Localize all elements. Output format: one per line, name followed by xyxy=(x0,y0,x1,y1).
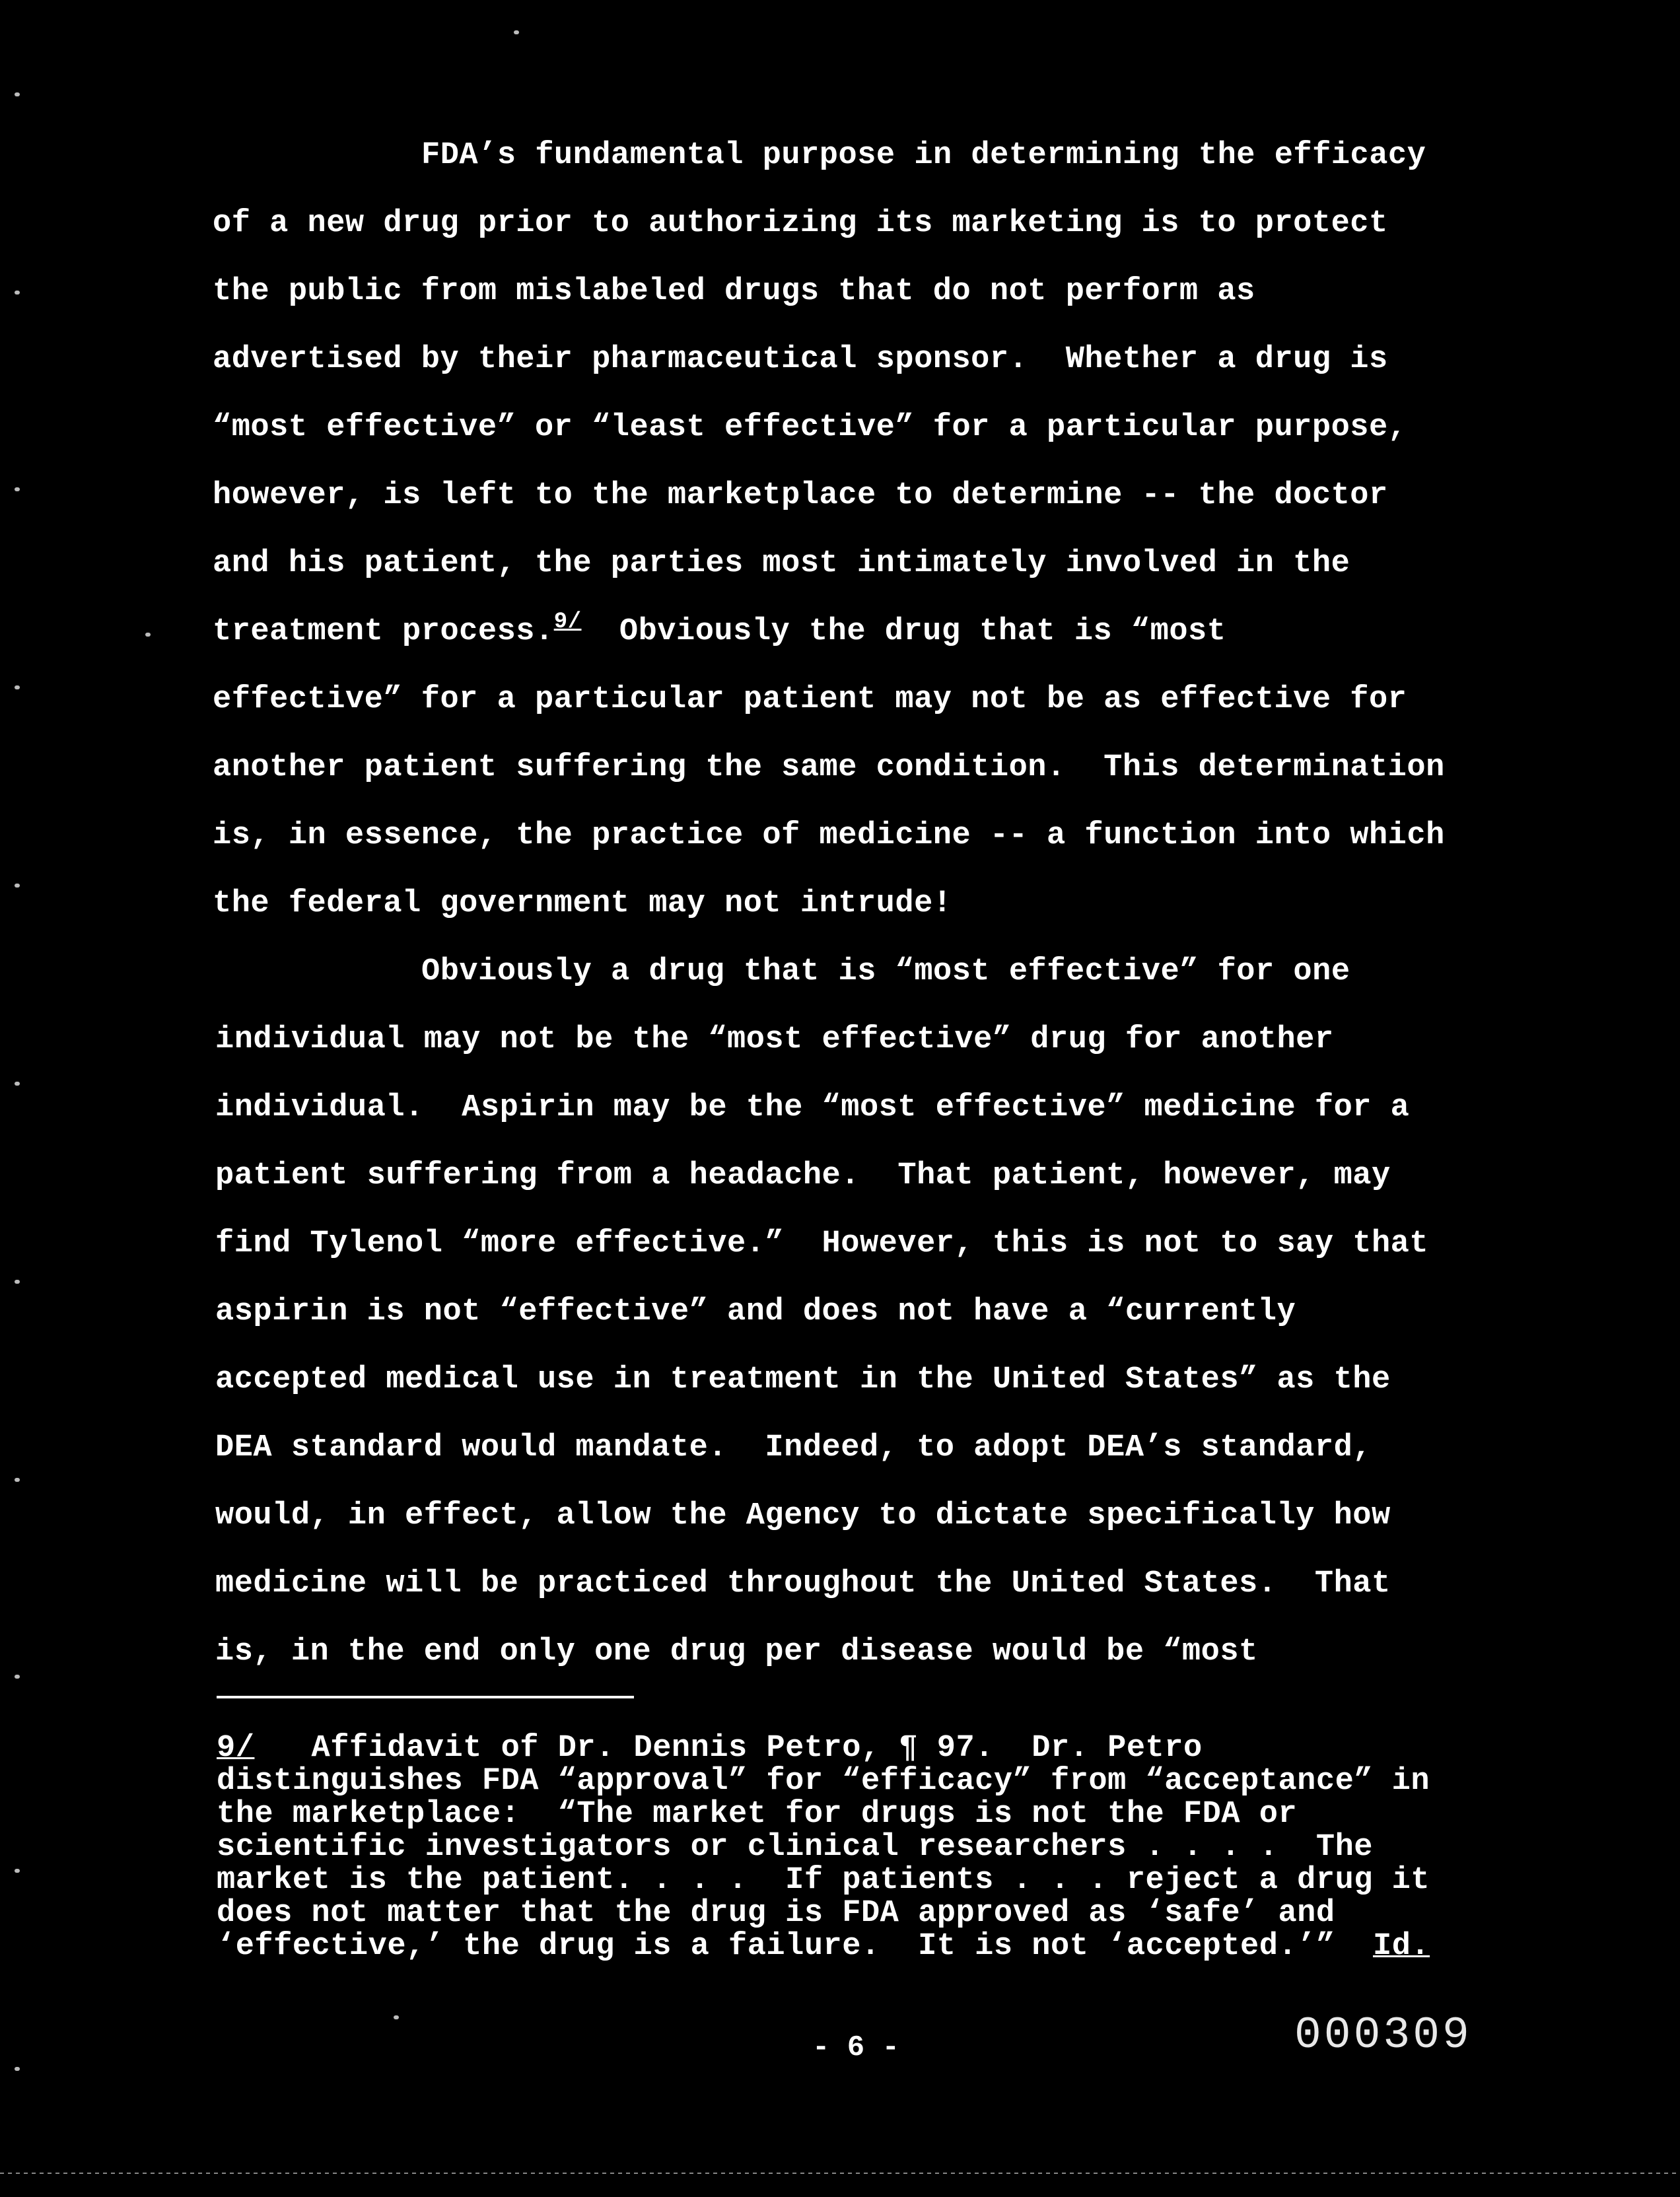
scan-speck xyxy=(15,487,20,491)
body-line: individual may not be the “most effective” drug for another xyxy=(215,1022,1334,1057)
footnote-text: Affidavit of Dr. Dennis Petro, ¶ 97. Dr. Petro xyxy=(254,1731,1203,1766)
body-line: the public from mislabeled drugs that do not perform as xyxy=(213,274,1255,309)
body-line: medicine will be practiced throughout the United States. That xyxy=(215,1566,1391,1601)
body-line: advertised by their pharmaceutical sponsor. Whether a drug is xyxy=(213,342,1388,377)
body-line: Obviously a drug that is “most effective” for one xyxy=(421,954,1350,989)
footnote-line: distinguishes FDA “approval” for “efficacy” from “acceptance” in xyxy=(217,1764,1430,1799)
body-line: effective” for a particular patient may not be as effective for xyxy=(213,682,1407,717)
scan-edge xyxy=(0,2173,1680,2174)
footnote-reference[interactable]: 9/ xyxy=(553,610,582,635)
body-line: is, in essence, the practice of medicine -- a function into which xyxy=(213,818,1445,853)
body-line: however, is left to the marketplace to determine -- the doctor xyxy=(213,478,1388,513)
bates-number: 000309 xyxy=(1294,2010,1472,2061)
footnote-separator xyxy=(217,1696,634,1698)
body-text: treatment process. xyxy=(213,614,554,649)
footnote-line: the marketplace: “The market for drugs is not the FDA or xyxy=(217,1797,1298,1832)
body-line: find Tylenol “more effective.” However, this is not to say that xyxy=(215,1226,1429,1261)
body-text: Obviously the drug that is “most xyxy=(581,614,1226,649)
body-line: aspirin is not “effective” and does not have a “currently xyxy=(215,1294,1296,1329)
scan-speck xyxy=(15,1869,20,1873)
footnote-line: scientific investigators or clinical researchers . . . . The xyxy=(217,1830,1373,1865)
body-line: “most effective” or “least effective” for a particular purpose, xyxy=(213,410,1407,445)
scan-speck xyxy=(15,1280,20,1284)
body-line: would, in effect, allow the Agency to dictate specifically how xyxy=(215,1498,1391,1533)
body-line: of a new drug prior to authorizing its marketing is to protect xyxy=(213,206,1388,241)
page-number: - 6 - xyxy=(812,2031,900,2064)
body-line: individual. Aspirin may be the “most effective” medicine for a xyxy=(215,1090,1410,1125)
body-line: FDA’s fundamental purpose in determining the efficacy xyxy=(421,138,1426,173)
body-line: and his patient, the parties most intimately involved in the xyxy=(213,546,1350,581)
footnote-mark: 9/ xyxy=(217,1731,255,1766)
id-citation: Id. xyxy=(1372,1929,1430,1964)
footnote-text: ‘effective,’ the drug is a failure. It is not ‘accepted.’” xyxy=(217,1929,1373,1964)
footnote-line xyxy=(217,1733,1203,1764)
body-line: accepted medical use in treatment in the United States” as the xyxy=(215,1362,1391,1397)
scan-speck xyxy=(15,291,20,295)
footnote-line xyxy=(217,1931,1430,1962)
scan-speck xyxy=(15,1082,20,1086)
body-line: is, in the end only one drug per disease would be “most xyxy=(215,1634,1258,1669)
scan-speck xyxy=(15,884,20,888)
scan-speck xyxy=(15,685,20,689)
body-line: the federal government may not intrude! xyxy=(213,886,952,921)
body-line: patient suffering from a headache. That patient, however, may xyxy=(215,1158,1391,1193)
scan-speck xyxy=(15,92,20,96)
scan-speck xyxy=(15,2067,20,2071)
scan-speck xyxy=(15,1675,20,1679)
body-line xyxy=(213,610,1226,649)
footnote-line: does not matter that the drug is FDA approved as ‘safe’ and xyxy=(217,1896,1335,1931)
body-line: DEA standard would mandate. Indeed, to adopt DEA’s standard, xyxy=(215,1430,1372,1465)
scan-speck xyxy=(15,1478,20,1482)
footnote-line: market is the patient. . . . If patients . . . reject a drug it xyxy=(217,1863,1430,1898)
scan-speck xyxy=(514,30,519,34)
scan-speck xyxy=(145,633,151,637)
scan-speck xyxy=(394,2015,399,2019)
body-line: another patient suffering the same condition. This determination xyxy=(213,750,1445,785)
